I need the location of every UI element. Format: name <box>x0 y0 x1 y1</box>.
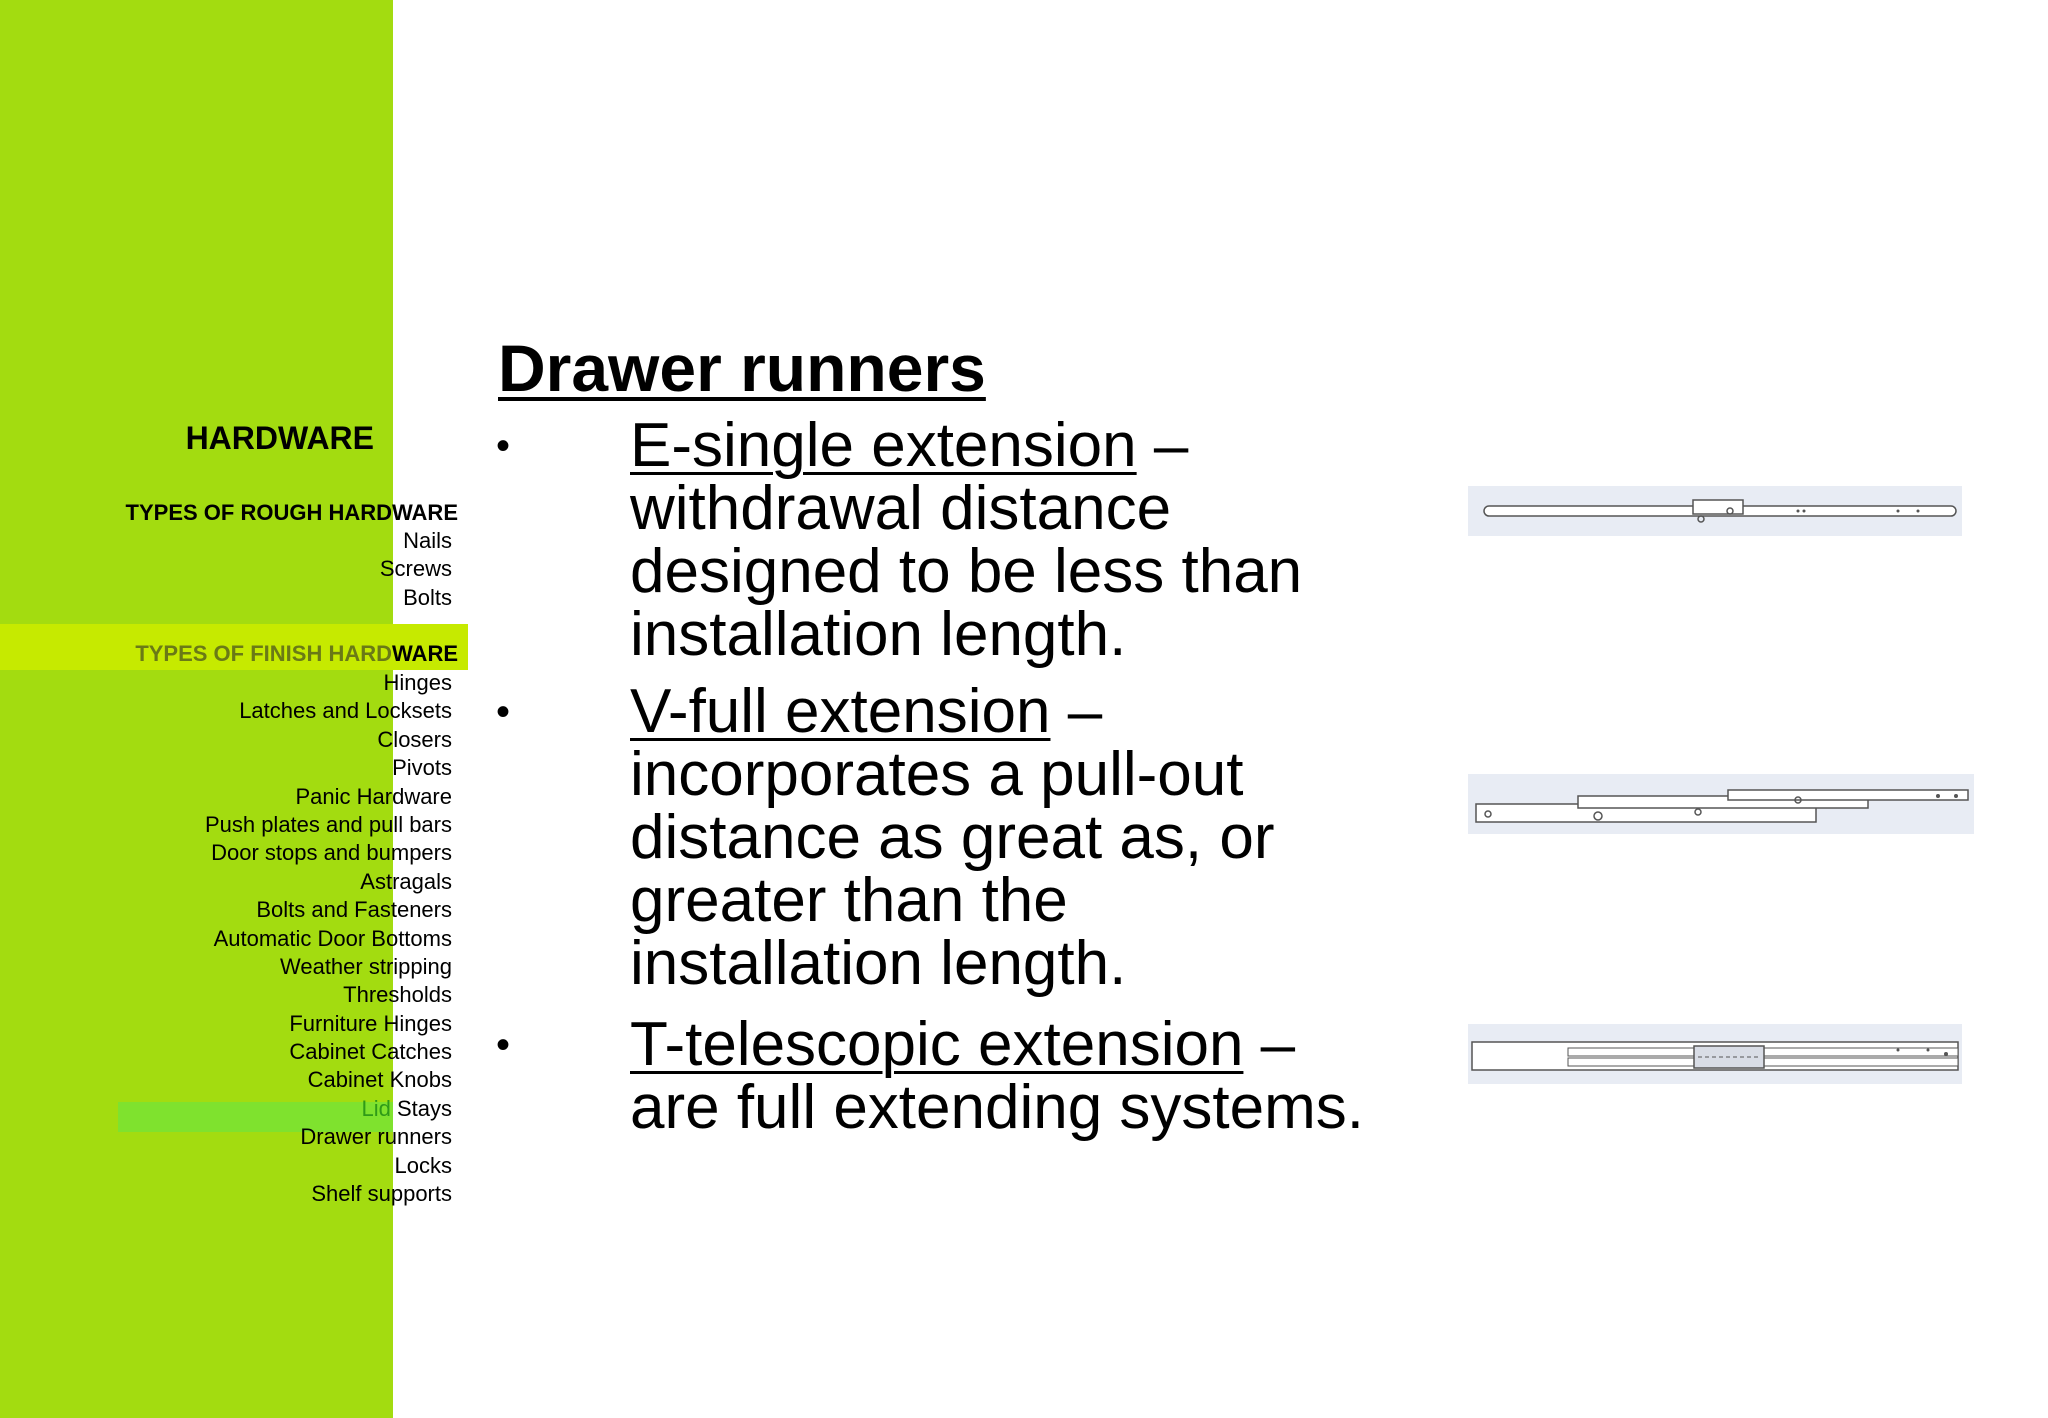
nav-item[interactable]: Screws <box>379 556 452 582</box>
bullet-term: T-telescopic extension <box>630 1010 1244 1079</box>
bullet-term: E-single extension <box>630 411 1137 480</box>
bullet-marker: • <box>496 1023 511 1067</box>
nav-item[interactable]: Hinges <box>383 670 452 695</box>
bullet-description: – are full extending systems. <box>630 1010 1365 1142</box>
nav-item[interactable]: Automatic Door Bottoms <box>213 925 452 951</box>
nav-item[interactable]: Closers <box>377 726 452 752</box>
nav-item[interactable]: Cabinet Catches <box>289 1039 452 1065</box>
finish-hardware-heading[interactable] <box>135 641 458 667</box>
nav-item[interactable]: Astragals <box>360 868 452 894</box>
nav-item[interactable]: Thresholds <box>343 982 452 1008</box>
nav-item[interactable]: Shelf supports <box>311 1181 452 1207</box>
nav-item[interactable]: Nails <box>403 528 452 553</box>
bullet-item <box>630 1010 1370 1142</box>
bullet-description: – withdrawal distance designed to be less than installation length. <box>630 411 1303 669</box>
bullet-term: V-full extension <box>630 677 1051 746</box>
nav-item[interactable]: Furniture Hinges <box>289 1010 452 1036</box>
nav-item[interactable]: Door stops and bumpers <box>211 840 452 866</box>
rough-hardware-list <box>380 527 452 612</box>
nav-item-part: Stays <box>390 1095 452 1121</box>
nav-item[interactable]: Locks <box>394 1152 452 1178</box>
nav-item-lid-stays[interactable] <box>205 1095 452 1123</box>
bullet-item <box>630 677 1370 998</box>
single-extension-runner-image <box>1468 486 1962 536</box>
finish-hardware-list <box>205 669 452 1208</box>
nav-item[interactable]: Latches and Locksets <box>239 698 452 724</box>
finish-heading-part: TYPES OF FINISH HARD <box>135 641 392 666</box>
nav-item[interactable]: Cabinet Knobs <box>307 1067 452 1093</box>
nav-item[interactable]: Panic Hardware <box>295 783 452 809</box>
nav-item[interactable]: Bolts <box>403 584 452 610</box>
full-extension-runner-image <box>1468 774 1974 834</box>
bullet-description: – incorporates a pull-out distance as great as, or greater than the installation length. <box>630 677 1275 998</box>
bullet-marker: • <box>496 424 511 468</box>
bullet-item <box>630 411 1370 669</box>
nav-item[interactable]: Bolts and Fasteners <box>256 897 452 923</box>
nav-item[interactable]: Pivots <box>392 755 452 781</box>
nav-item-part: Lid <box>361 1095 391 1121</box>
rough-hardware-heading[interactable]: TYPES OF ROUGH HARDWARE <box>125 500 458 525</box>
sidebar-title: HARDWARE <box>185 420 374 456</box>
nav-item[interactable]: Push plates and pull bars <box>204 811 452 837</box>
nav-item[interactable]: Drawer runners <box>300 1124 452 1150</box>
bullet-marker: • <box>496 690 511 734</box>
telescopic-extension-runner-image <box>1468 1024 1962 1084</box>
nav-item[interactable]: Weather stripping <box>279 953 452 979</box>
page-title: Drawer runners <box>498 331 986 405</box>
finish-heading-part: WARE <box>392 641 458 666</box>
